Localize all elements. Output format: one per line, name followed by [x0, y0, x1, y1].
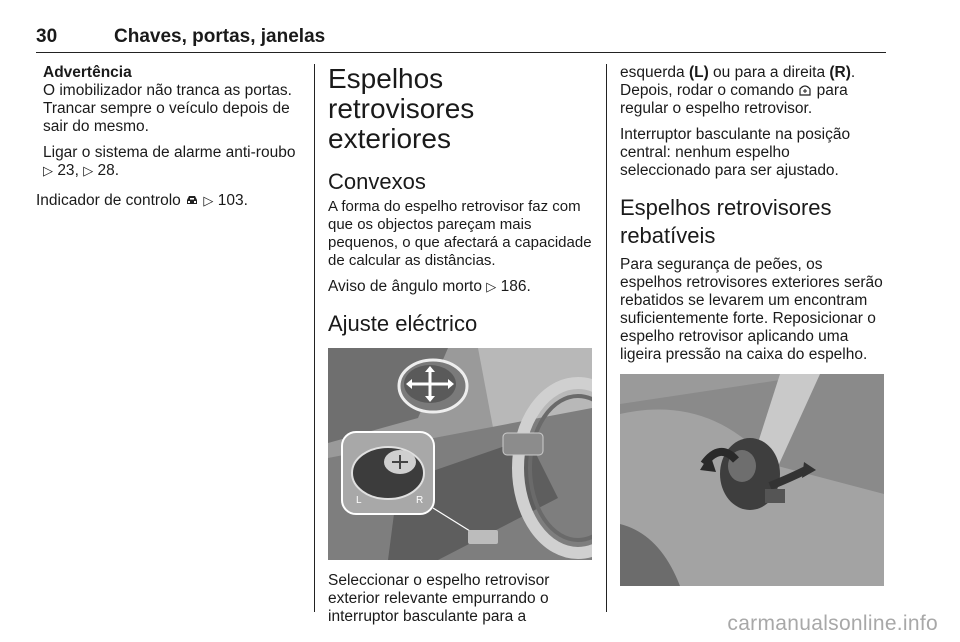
left-key-label: L [356, 495, 362, 506]
right-key-label: R [416, 495, 424, 506]
continued-paragraph: esquerda (L) ou para a direita (R). Depois, rodar o comando para regular o espelho retrovisor. [620, 64, 856, 117]
indicator-paragraph: Indicador de controlo ▷ 103. [36, 192, 248, 209]
page-header [36, 26, 886, 53]
cross-reference[interactable]: 186 [500, 278, 527, 295]
page-number: 30 [36, 26, 58, 47]
column-divider [314, 64, 315, 612]
section-title: Espelhos retrovisores exteriores [328, 63, 475, 154]
folding-paragraph: Para segurança de peões, os espelhos retrovisores exteriores serão rebatidos se levarem um encontram suficientemente forte. Reposicionar o espelho retrovisor aplicando uma ligeira pressão na caixa do espelho. [620, 256, 883, 363]
triangle-arrow-icon: ▷ [203, 193, 214, 208]
subsection-electric: Ajuste eléctrico [328, 311, 478, 336]
select-paragraph: Seleccionar o espelho retrovisor exterior relevante empurrando o interruptor basculante para a [328, 572, 550, 625]
center-position-paragraph: Interruptor basculante na posição central: nenhum espelho seleccionado para ser ajustado. [620, 126, 851, 179]
column-left [36, 64, 304, 218]
blind-spot-paragraph: Aviso de ângulo morto ▷ 186. [328, 278, 531, 295]
warning-box [36, 64, 304, 180]
folding-mirror-figure [620, 374, 884, 586]
right-key: (R) [829, 64, 851, 81]
triangle-arrow-icon: ▷ [43, 163, 53, 178]
warning-alarm-paragraph: Ligar o sistema de alarme anti-roubo ▷ 23, ▷ 28. [43, 144, 296, 179]
triangle-arrow-icon: ▷ [83, 163, 94, 178]
mirror-knob-icon [798, 83, 812, 97]
car-alarm-icon [185, 194, 199, 206]
left-key: (L) [688, 64, 709, 81]
subsection-folding: Espelhos retrovisores rebatíveis [620, 195, 832, 248]
column-divider [606, 64, 607, 612]
warning-title: Advertência [43, 64, 132, 81]
watermark: carmanualsonline.info [727, 612, 938, 635]
chapter-title: Chaves, portas, janelas [114, 26, 326, 47]
convex-paragraph: A forma do espelho retrovisor faz com que os objectos pareçam mais pequenos, o que afectará a capacidade de calcular as distâncias. [328, 198, 592, 269]
warning-paragraph: O imobilizador não tranca as portas. Trancar sempre o veículo depois de sair do mesmo. [43, 82, 292, 135]
mirror-adjust-figure [328, 348, 592, 560]
column-middle [328, 64, 596, 634]
column-right [620, 64, 884, 586]
cross-reference[interactable]: 23 [57, 162, 75, 179]
triangle-arrow-icon: ▷ [486, 279, 497, 294]
subsection-convex: Convexos [328, 169, 426, 194]
cross-reference[interactable]: 103 [217, 192, 244, 209]
cross-reference[interactable]: 28 [97, 162, 115, 179]
